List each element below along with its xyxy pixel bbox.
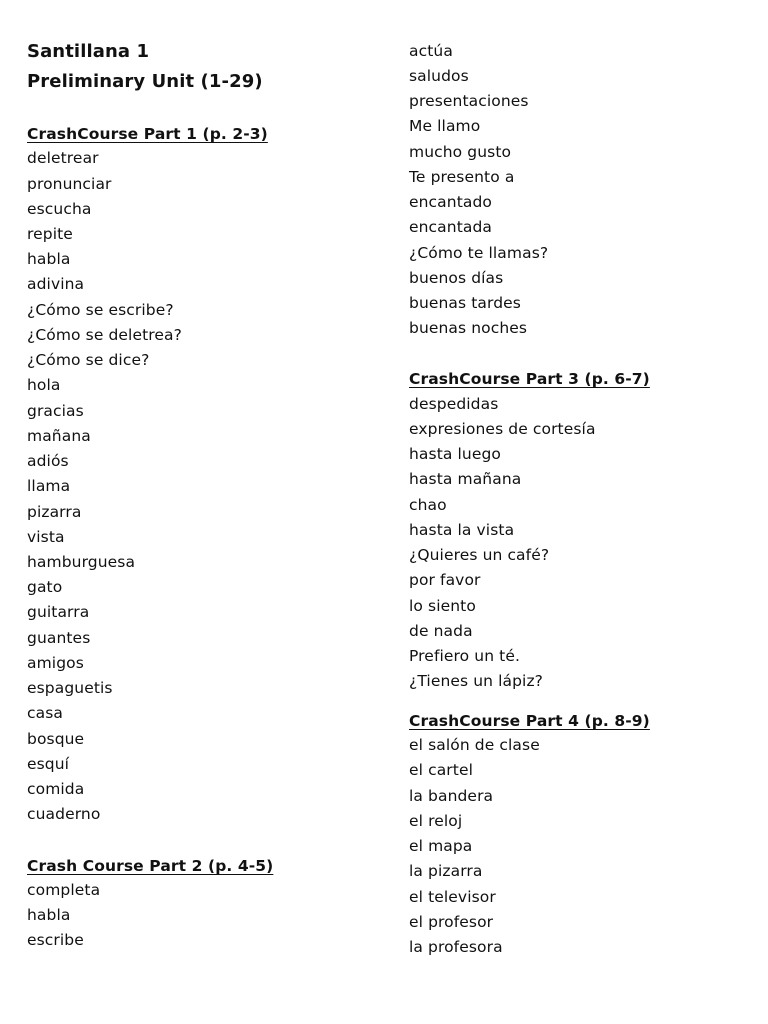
vocab-item: buenos días (409, 269, 504, 287)
vocab-item: amigos (27, 654, 84, 672)
vocab-item: expresiones de cortesía (409, 420, 596, 438)
vocab-item: habla (27, 906, 71, 924)
vocab-item: el salón de clase (409, 736, 540, 754)
vocab-item: la bandera (409, 787, 494, 805)
vocab-item: gato (27, 578, 63, 596)
vocab-item: hola (27, 376, 61, 394)
vocab-item: Me llamo (409, 117, 481, 135)
vocab-item: gracias (27, 402, 84, 420)
vocab-item: ¿Cómo se escribe? (27, 301, 174, 319)
vocab-item: por favor (409, 571, 481, 589)
vocab-item: la profesora (409, 938, 503, 956)
vocab-item: hasta la vista (409, 521, 515, 539)
vocab-item: completa (27, 881, 101, 899)
document-title: Santillana 1 (27, 41, 150, 62)
vocab-item: de nada (409, 622, 473, 640)
vocab-item: el reloj (409, 812, 463, 830)
vocab-item: llama (27, 477, 71, 495)
vocab-item: ¿Tienes un lápiz? (409, 672, 544, 690)
vocab-item: despedidas (409, 395, 499, 413)
section-heading-part2: Crash Course Part 2 (p. 4-5) (27, 857, 274, 875)
vocab-item: deletrear (27, 149, 99, 167)
vocab-item: buenas noches (409, 319, 528, 337)
vocab-item: ¿Cómo te llamas? (409, 244, 549, 262)
vocab-item: Te presento a (409, 168, 515, 186)
vocab-item: pronunciar (27, 175, 112, 193)
vocab-item: lo siento (409, 597, 476, 615)
vocab-item: hasta mañana (409, 470, 522, 488)
vocab-item: encantado (409, 193, 493, 211)
vocab-item: adiós (27, 452, 69, 470)
vocab-item: escribe (27, 931, 84, 949)
vocab-item: saludos (409, 67, 469, 85)
vocab-item: encantada (409, 218, 493, 236)
vocab-item: habla (27, 250, 71, 268)
section-heading-part3: CrashCourse Part 3 (p. 6-7) (409, 370, 650, 388)
section-heading-part1: CrashCourse Part 1 (p. 2-3) (27, 125, 268, 143)
section-heading-part4: CrashCourse Part 4 (p. 8-9) (409, 712, 650, 730)
vocab-item: chao (409, 496, 447, 514)
vocab-item: comida (27, 780, 85, 798)
vocab-item: adivina (27, 275, 85, 293)
document-subtitle: Preliminary Unit (1-29) (27, 71, 263, 92)
vocab-item: escucha (27, 200, 92, 218)
vocab-item: casa (27, 704, 63, 722)
vocab-item: el cartel (409, 761, 473, 779)
vocab-item: ¿Cómo se deletrea? (27, 326, 182, 344)
vocab-item: esquí (27, 755, 70, 773)
vocab-item: mucho gusto (409, 143, 512, 161)
vocab-item: ¿Quieres un café? (409, 546, 550, 564)
vocab-item: vista (27, 528, 65, 546)
vocab-item: actúa (409, 42, 453, 60)
vocab-item: la pizarra (409, 862, 483, 880)
vocab-item: Prefiero un té. (409, 647, 520, 665)
vocab-item: el televisor (409, 888, 496, 906)
vocab-item: pizarra (27, 503, 82, 521)
vocab-item: el mapa (409, 837, 473, 855)
vocab-item: bosque (27, 730, 85, 748)
vocab-item: hamburguesa (27, 553, 136, 571)
vocab-item: ¿Cómo se dice? (27, 351, 150, 369)
vocab-item: el profesor (409, 913, 494, 931)
vocab-item: repite (27, 225, 73, 243)
vocab-item: guitarra (27, 603, 90, 621)
vocab-item: mañana (27, 427, 91, 445)
vocab-item: hasta luego (409, 445, 501, 463)
vocab-item: buenas tardes (409, 294, 521, 312)
vocab-item: espaguetis (27, 679, 113, 697)
vocab-item: guantes (27, 629, 91, 647)
vocab-item: presentaciones (409, 92, 529, 110)
vocab-item: cuaderno (27, 805, 101, 823)
